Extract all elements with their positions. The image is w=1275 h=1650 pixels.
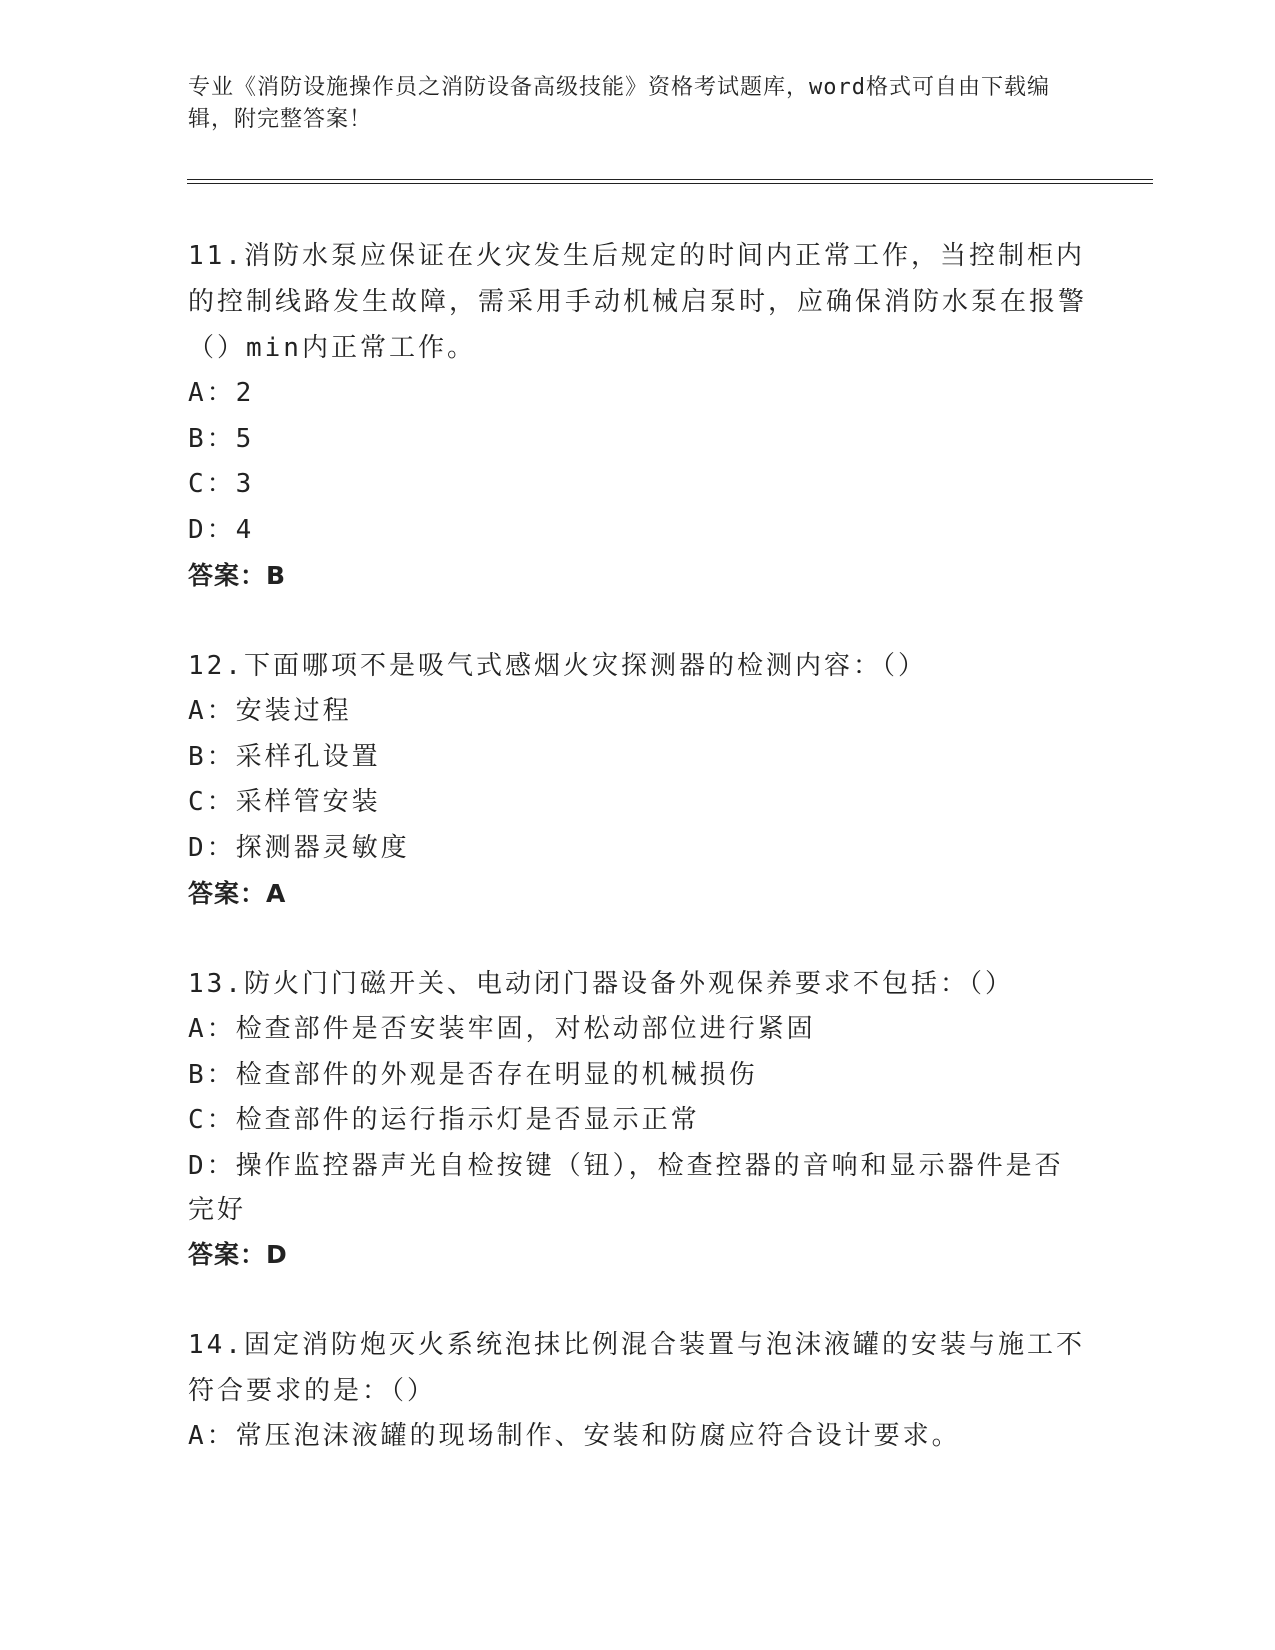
option-text: 采样管安装 [235, 787, 381, 817]
option-label: A： [188, 696, 236, 726]
question-13 [188, 961, 1088, 1278]
header-rule-top [187, 179, 1153, 180]
option-text: 安装过程 [235, 696, 352, 726]
option-b [188, 417, 1088, 463]
option-text: 2 [235, 378, 255, 408]
option-label: A： [188, 378, 236, 408]
option-a [188, 689, 1088, 735]
question-gap [188, 1278, 1088, 1322]
question-list [188, 233, 1088, 1459]
question-text: 11.消防水泵应保证在火灾发生后规定的时间内正常工作，当控制柜内的控制线路发生故障，需采用手动机械启泵时，应确保消防水泵在报警（）min内正常工作。 [188, 241, 1088, 363]
option-label: D： [188, 514, 236, 545]
option-a [188, 1414, 1088, 1460]
option-text: 探测器灵敏度 [235, 832, 410, 863]
question-text: 13.防火门门磁开关、电动闭门器设备外观保养要求不包括：（） [188, 969, 1014, 999]
document-header: 专业《消防设施操作员之消防设备高级技能》资格考试题库，word格式可自由下载编辑，附完整答案！ [188, 75, 1050, 132]
option-d [188, 1144, 1088, 1232]
option-label: D： [188, 1150, 236, 1181]
option-label: B： [188, 423, 236, 454]
option-text: 检查部件的运行指示灯是否显示正常 [235, 1105, 700, 1135]
option-a [188, 371, 1088, 417]
option-b [188, 735, 1088, 781]
option-c [188, 462, 1088, 508]
option-label: C： [188, 469, 236, 499]
answer: 答案：B [188, 561, 287, 590]
option-label: C： [188, 1105, 236, 1135]
option-text: 5 [235, 423, 255, 454]
option-d [188, 508, 1088, 554]
option-a [188, 1007, 1088, 1053]
option-text: 检查部件是否安装牢固，对松动部位进行紧固 [235, 1014, 816, 1044]
question-text: 14.固定消防炮灭火系统泡抹比例混合装置与泡沫液罐的安装与施工不符合要求的是：（） [188, 1329, 1085, 1406]
option-c [188, 1098, 1088, 1144]
option-b [188, 1053, 1088, 1099]
answer: 答案：A [188, 879, 287, 908]
option-d [188, 826, 1088, 872]
question-12 [188, 643, 1088, 917]
option-text: 操作监控器声光自检按键（钮），检查控器的音响和显示器件是否完好 [188, 1150, 1064, 1225]
option-label: A： [188, 1014, 236, 1044]
answer: 答案：D [188, 1239, 288, 1269]
option-text: 常压泡沫液罐的现场制作、安装和防腐应符合设计要求。 [235, 1420, 961, 1451]
question-gap [188, 917, 1088, 961]
option-text: 4 [235, 514, 255, 545]
question-gap [188, 599, 1088, 643]
option-text: 采样孔设置 [235, 741, 381, 772]
question-14 [188, 1322, 1088, 1460]
question-11 [188, 233, 1088, 599]
option-label: B： [188, 1059, 236, 1090]
option-text: 3 [235, 469, 255, 499]
option-label: A： [188, 1420, 236, 1451]
header-rule-bottom [187, 183, 1153, 184]
option-text: 检查部件的外观是否存在明显的机械损伤 [235, 1059, 758, 1090]
question-text: 12.下面哪项不是吸气式感烟火灾探测器的检测内容：（） [188, 651, 927, 681]
option-label: D： [188, 832, 236, 863]
option-label: B： [188, 741, 236, 772]
option-label: C： [188, 787, 236, 817]
option-c [188, 780, 1088, 826]
